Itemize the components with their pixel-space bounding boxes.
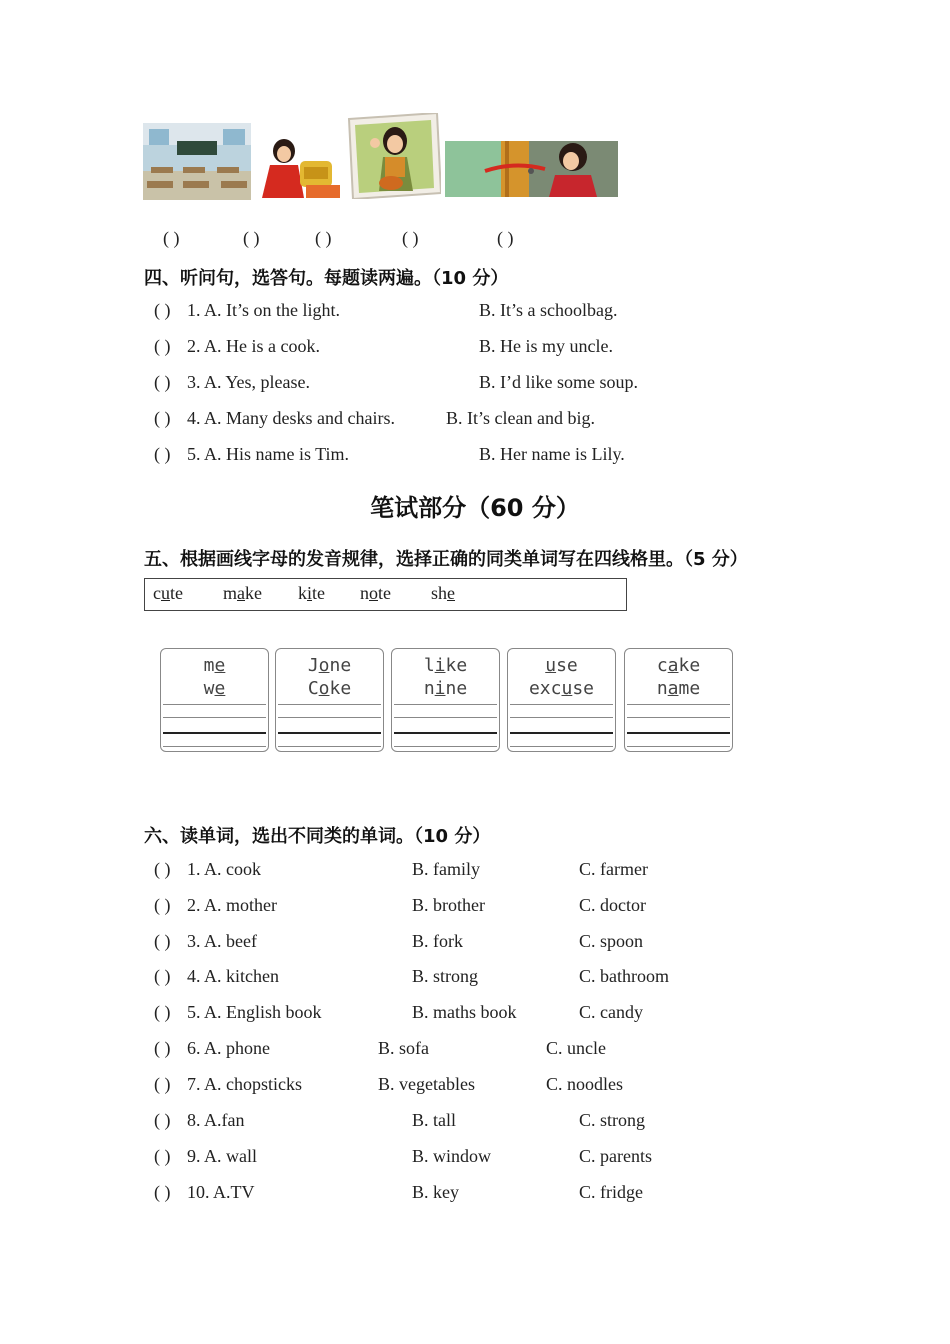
option-b: B. tall: [412, 1110, 456, 1130]
option-a: 4. A. kitchen: [187, 966, 279, 986]
written-part-title: 笔试部分（60 分）: [370, 494, 580, 522]
option-a: 4. A. Many desks and chairs.: [187, 408, 395, 428]
answer-paren[interactable]: ( ): [154, 1110, 171, 1130]
option-b: B. strong: [412, 966, 479, 986]
option-b: B. brother: [412, 895, 485, 915]
answer-paren[interactable]: ( ): [154, 895, 171, 915]
option-b: B. Her name is Lily.: [479, 444, 625, 464]
option-b: B. It’s a schoolbag.: [479, 300, 618, 320]
answer-paren[interactable]: ( ): [154, 859, 171, 879]
woman-waving-picture: [345, 113, 441, 199]
section-5-heading: 五、根据画线字母的发音规律，选择正确的同类单词写在四线格里。（5 分）: [144, 549, 748, 570]
option-a: 8. A.fan: [187, 1110, 245, 1130]
option-a: 5. A. His name is Tim.: [187, 444, 350, 464]
answer-paren[interactable]: ( ): [154, 1182, 171, 1202]
answer-paren[interactable]: ( ): [154, 1146, 171, 1166]
option-c: C. fridge: [579, 1182, 643, 1202]
answer-paren[interactable]: ( ): [154, 300, 171, 320]
option-a: 5. A. English book: [187, 1002, 322, 1022]
answer-paren[interactable]: ( ): [154, 336, 171, 356]
option-c: C. parents: [579, 1146, 652, 1166]
writing-card-2[interactable]: Jone Coke: [275, 648, 384, 752]
writing-card-3[interactable]: like nine: [391, 648, 500, 752]
option-c: C. spoon: [579, 931, 644, 951]
option-b: B. sofa: [378, 1038, 429, 1058]
word-bank-box: [144, 578, 627, 611]
option-c: C. candy: [579, 1002, 643, 1022]
option-a: 2. A. He is a cook.: [187, 336, 320, 356]
option-b: B. key: [412, 1182, 459, 1202]
answer-paren[interactable]: ( ): [154, 372, 171, 392]
option-c: C. doctor: [579, 895, 646, 915]
picture-answer-paren-1[interactable]: ( ): [163, 228, 180, 248]
writing-card-4[interactable]: use excuse: [507, 648, 616, 752]
option-a: 3. A. Yes, please.: [187, 372, 311, 392]
option-b: B. window: [412, 1146, 492, 1166]
answer-paren[interactable]: ( ): [154, 1074, 171, 1094]
option-b: B. maths book: [412, 1002, 517, 1022]
girl-opening-door-picture: [445, 141, 618, 197]
option-a: 1. A. It’s on the light.: [187, 300, 340, 320]
option-c: C. strong: [579, 1110, 646, 1130]
option-a: 2. A. mother: [187, 895, 277, 915]
picture-answer-paren-5[interactable]: ( ): [497, 228, 514, 248]
option-a: 9. A. wall: [187, 1146, 257, 1166]
section-6-heading: 六、读单词，选出不同类的单词。（10 分）: [144, 826, 491, 847]
option-a: 10. A.TV: [187, 1182, 255, 1202]
answer-paren[interactable]: ( ): [154, 966, 171, 986]
option-b: B. vegetables: [378, 1074, 475, 1094]
option-c: C. noodles: [546, 1074, 624, 1094]
picture-answer-paren-4[interactable]: ( ): [402, 228, 419, 248]
option-a: 7. A. chopsticks: [187, 1074, 302, 1094]
picture-answer-paren-3[interactable]: ( ): [315, 228, 332, 248]
option-a: 6. A. phone: [187, 1038, 270, 1058]
option-b: B. family: [412, 859, 480, 879]
writing-card-1[interactable]: me we: [160, 648, 269, 752]
answer-paren[interactable]: ( ): [154, 444, 171, 464]
word-bank-word: kite: [298, 583, 326, 603]
option-a: 3. A. beef: [187, 931, 257, 951]
answer-paren[interactable]: ( ): [154, 1038, 171, 1058]
word-bank-word: make: [223, 583, 263, 603]
girl-with-schoolbag-picture: [256, 135, 342, 198]
option-b: B. I’d like some soup.: [479, 372, 638, 392]
option-b: B. It’s clean and big.: [446, 408, 595, 428]
option-a: 1. A. cook: [187, 859, 261, 879]
classroom-picture: [143, 123, 251, 200]
option-c: C. uncle: [546, 1038, 606, 1058]
picture-answer-paren-2[interactable]: ( ): [243, 228, 260, 248]
word-bank-word: cute: [153, 583, 183, 603]
answer-paren[interactable]: ( ): [154, 408, 171, 428]
option-c: C. bathroom: [579, 966, 669, 986]
option-b: B. fork: [412, 931, 463, 951]
answer-paren[interactable]: ( ): [154, 1002, 171, 1022]
writing-card-5[interactable]: cake name: [624, 648, 733, 752]
answer-paren[interactable]: ( ): [154, 931, 171, 951]
word-bank-word: note: [360, 583, 391, 603]
option-b: B. He is my uncle.: [479, 336, 613, 356]
section-4-heading: 四、听问句，选答句。每题读两遍。（10 分）: [144, 268, 509, 289]
word-bank-word: she: [431, 583, 456, 603]
option-c: C. farmer: [579, 859, 648, 879]
